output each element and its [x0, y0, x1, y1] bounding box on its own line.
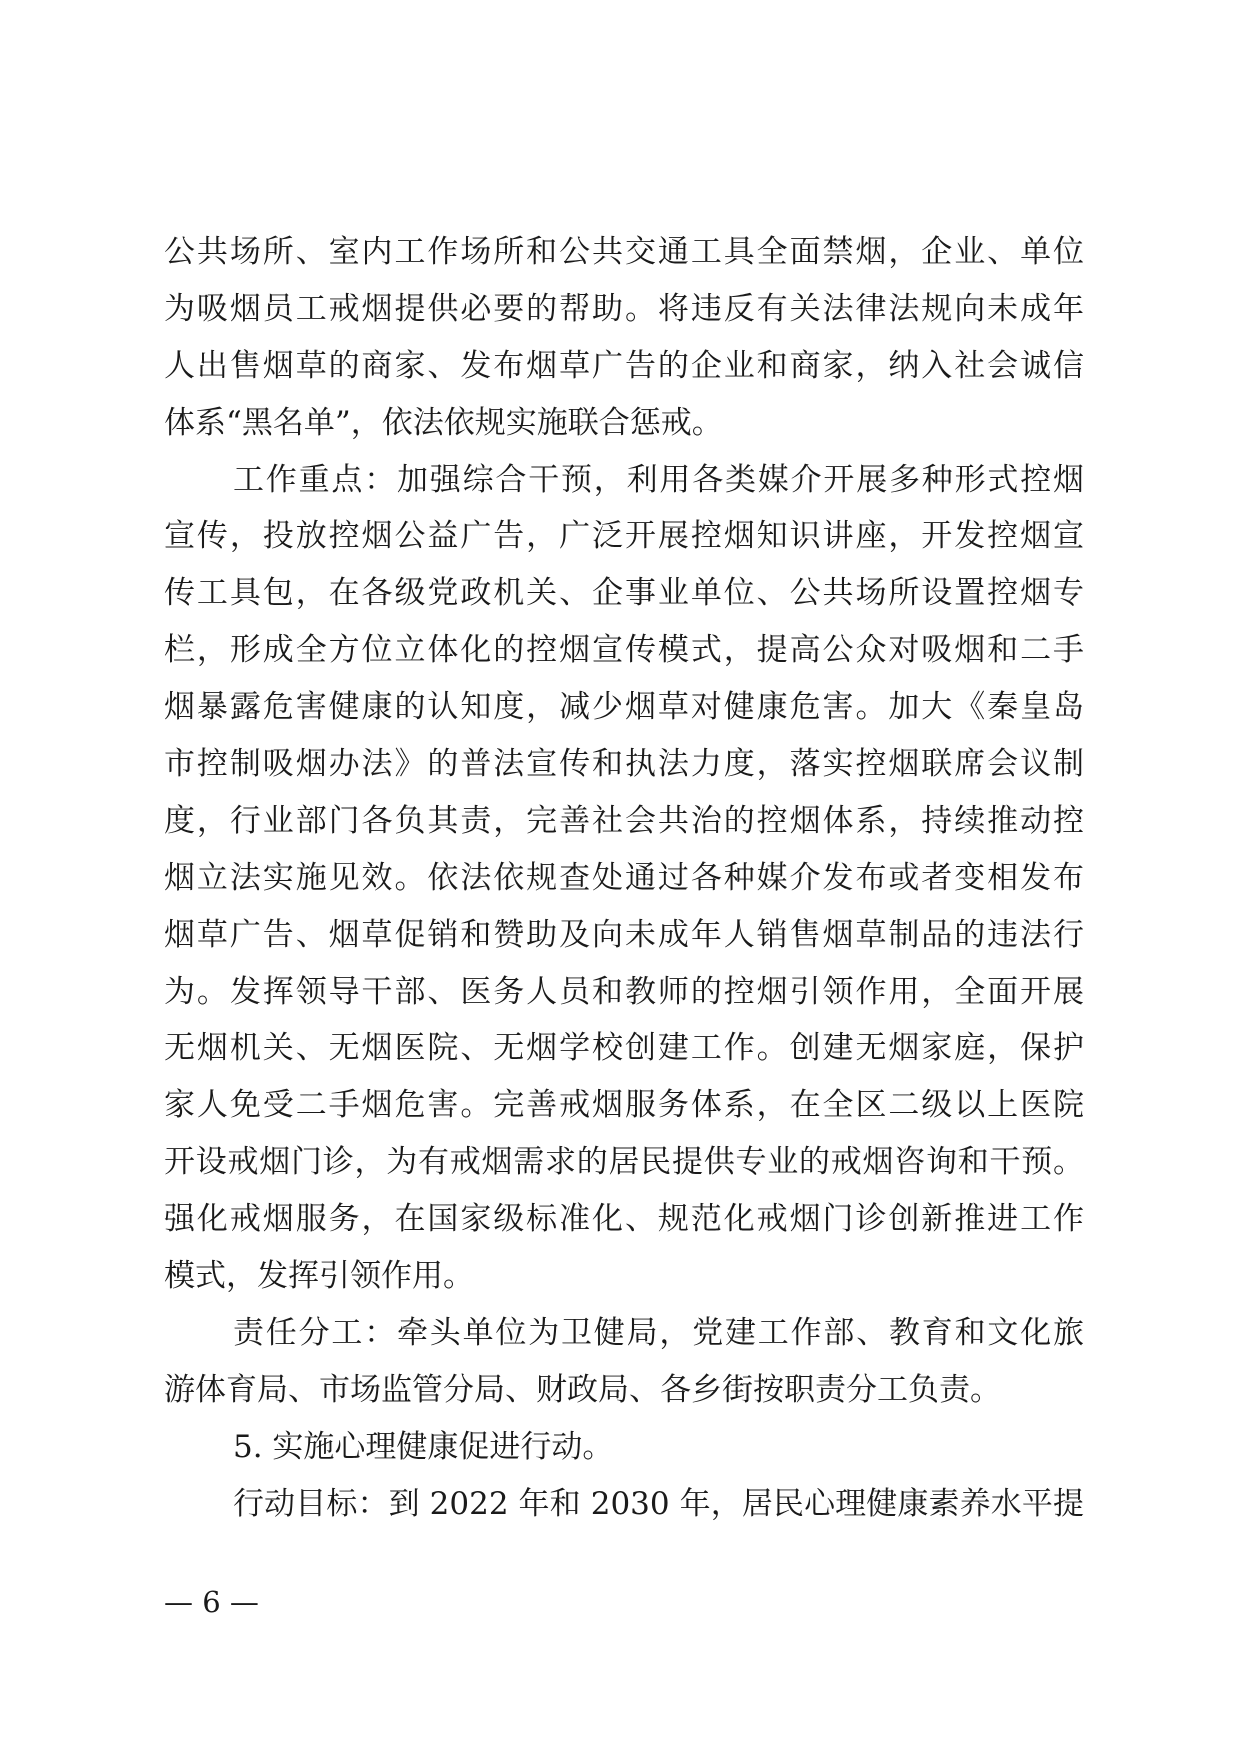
text-line: 开设戒烟门诊，为有戒烟需求的居民提供专业的戒烟咨询和干预。 [164, 1144, 1084, 1181]
body-text [164, 224, 1084, 1532]
text-line: 人出售烟草的商家、发布烟草广告的企业和商家，纳入社会诚信 [164, 347, 1084, 384]
page-number: — 6 — [164, 1585, 259, 1619]
text-line: 无烟机关、无烟医院、无烟学校创建工作。创建无烟家庭，保护 [164, 1030, 1084, 1067]
text-line: 烟暴露危害健康的认知度，减少烟草对健康危害。加大《秦皇岛 [164, 689, 1084, 726]
text-line: 强化戒烟服务，在国家级标准化、规范化戒烟门诊创新推进工作 [164, 1201, 1084, 1238]
text-line: 模式，发挥引领作用。 [164, 1258, 474, 1295]
text-line: 工作重点：加强综合干预，利用各类媒介开展多种形式控烟 [233, 461, 1084, 498]
text-line: 为。发挥领导干部、医务人员和教师的控烟引领作用，全面开展 [164, 973, 1084, 1010]
text-line: 为吸烟员工戒烟提供必要的帮助。将违反有关法律法规向未成年 [164, 290, 1084, 327]
text-line: 体系“黑名单”，依法依规实施联合惩戒。 [164, 404, 723, 441]
text-line: 烟草广告、烟草促销和赞助及向未成年人销售烟草制品的违法行 [164, 916, 1084, 953]
text-line: 家人免受二手烟危害。完善戒烟服务体系，在全区二级以上医院 [164, 1087, 1084, 1124]
text-line: 行动目标：到 2022 年和 2030 年，居民心理健康素养水平提 [233, 1485, 1084, 1522]
text-line: 市控制吸烟办法》的普法宣传和执法力度，落实控烟联席会议制 [164, 746, 1084, 783]
text-line: 度，行业部门各负其责，完善社会共治的控烟体系，持续推动控 [164, 802, 1084, 839]
text-line: 责任分工：牵头单位为卫健局，党建工作部、教育和文化旅 [233, 1314, 1084, 1351]
text-line: 5. 实施心理健康促进行动。 [233, 1428, 614, 1465]
text-line: 公共场所、室内工作场所和公共交通工具全面禁烟，企业、单位 [164, 234, 1084, 270]
text-line: 栏，形成全方位立体化的控烟宣传模式，提高公众对吸烟和二手 [164, 632, 1084, 669]
text-line: 烟立法实施见效。依法依规查处通过各种媒介发布或者变相发布 [164, 859, 1084, 896]
text-line: 游体育局、市场监管分局、财政局、各乡街按职责分工负责。 [164, 1371, 1001, 1408]
text-line: 宣传，投放控烟公益广告，广泛开展控烟知识讲座，开发控烟宣 [164, 518, 1084, 555]
text-line: 传工具包，在各级党政机关、企事业单位、公共场所设置控烟专 [164, 575, 1084, 612]
